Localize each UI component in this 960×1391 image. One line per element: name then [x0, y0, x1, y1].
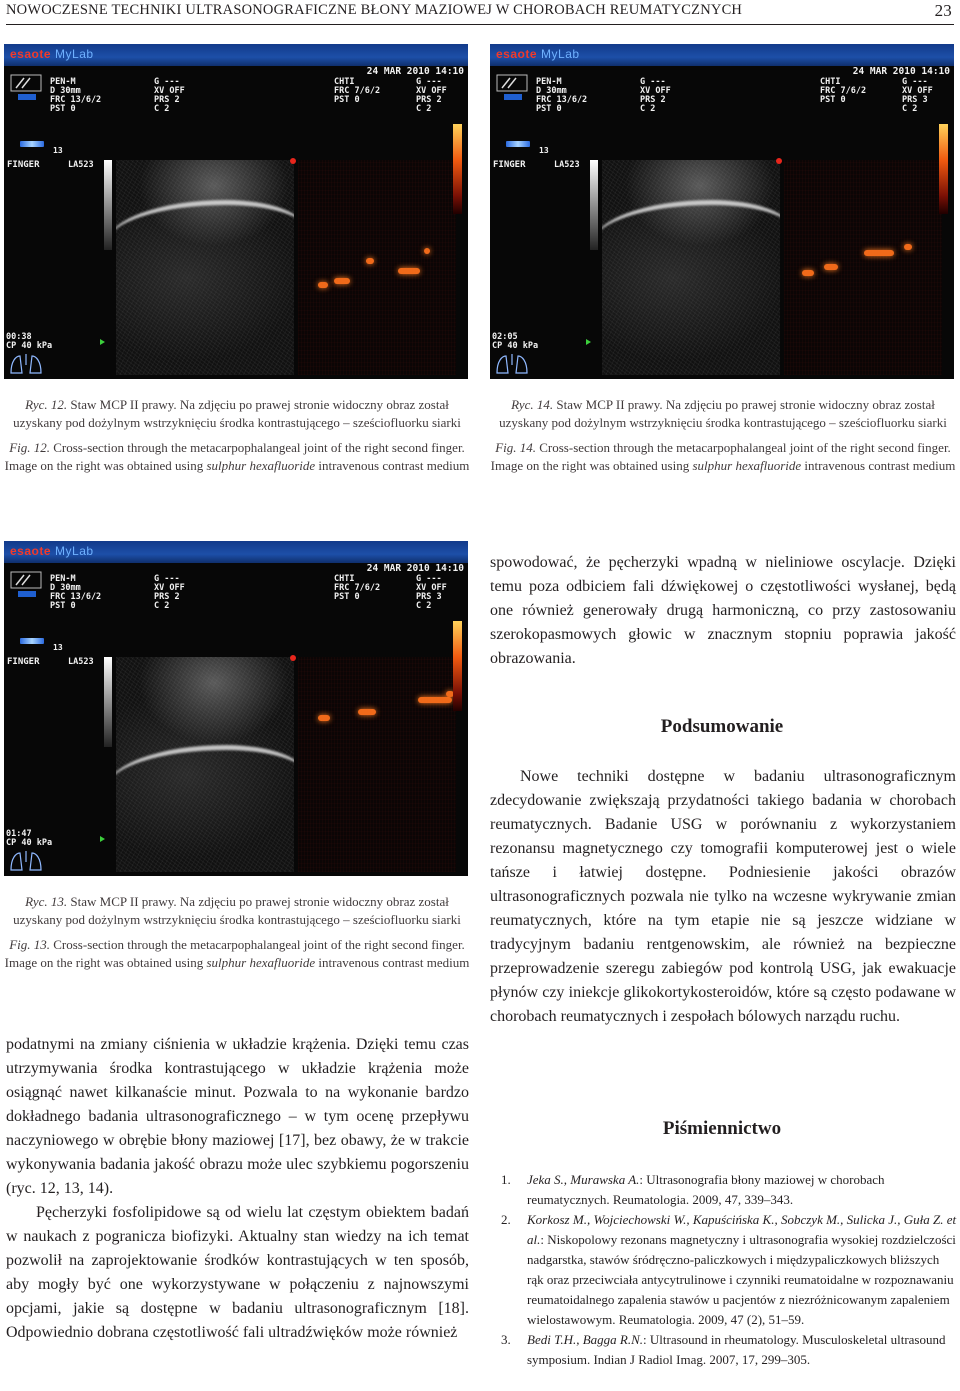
caption-fig14 [488, 396, 958, 475]
params-left: PEN-M D 30mm FRC 13/6/2 PST 0 [50, 574, 102, 611]
params-right: CHTI FRC 7/6/2 PST 0 [820, 77, 867, 105]
params-left: PEN-M D 30mm FRC 13/6/2 PST 0 [50, 77, 102, 114]
ultrasound-image-fig14 [490, 44, 954, 379]
tools-icon [10, 571, 42, 599]
b-mode-image [116, 657, 294, 872]
left-column-text [6, 1033, 469, 1345]
caption-fig12 [2, 396, 472, 475]
reference-item: 3. Bedi T.H., Bagga R.N.: Ultrasound in rheumatology. Musculoskeletal ultrasound symposium. Indian J Radiol Imag. 2007, 17, 299–305. [501, 1332, 946, 1367]
running-title: NOWOCZESNE TECHNIKI ULTRASONOGRAFICZNE BŁONY MAZIOWEJ W CHOROBACH REUMATYCZNYCH [6, 2, 743, 18]
grayscale-bar [590, 160, 598, 250]
reference-authors: Jeka S., Murawska A. [527, 1172, 640, 1187]
caption-pl: Ryc. 13. Staw MCP II prawy. Na zdjęciu po prawej stronie widoczny obraz został uzyskany pod dożylnym wstrzyknięciu środka kontrastującego – sześciofluorku siarki [13, 894, 461, 927]
reference-list [497, 1170, 957, 1370]
focus-marker-icon [290, 158, 296, 164]
scan-datetime: 24 MAR 2010 14:10 [852, 66, 950, 77]
tools-icon [496, 74, 528, 102]
contrast-noise [298, 657, 456, 872]
scanner-title-bar [4, 541, 468, 563]
product: MyLab [541, 47, 580, 61]
contrast-signal [334, 278, 350, 284]
probe-label: LA523 [68, 657, 94, 667]
contrast-timer: 00:38 CP 40 kPa [6, 332, 53, 351]
section-heading-summary: Podsumowanie [660, 716, 784, 737]
focus-marker-icon [290, 655, 296, 661]
reference-item: 2. Korkosz M., Wojciechowski W., Kapuścińska K., Sobczyk M., Sulicka J., Guła Z. et al.: Niskopolowy rezonans magnetyczny i ultrasonografia wysokiej rozdzielczości nadgarstka, stawów śródręczno-paliczkowych i międzypaliczkowych bliższych rąk oraz przeciwciała antycytrulinowe i czynniki reumatoidalne w rozpoznawaniu reumatoidalnego zapalenia stawów u pacjentów z niezróżnicowanym zapaleniem wielostawowym. Reumatologia. 2009, 47 (2), 51–59. [501, 1212, 957, 1327]
probe-icon [506, 141, 530, 147]
section-heading-references: Piśmiennictwo [662, 1118, 782, 1139]
running-header [6, 2, 954, 22]
caption-en: Fig. 14. Cross-section through the metacarpophalangeal joint of the right second finger. Image on the right was obtained using sulphur hexafluoride intravenous contrast medium [490, 440, 956, 473]
tools-icon [10, 74, 42, 102]
preset-label: FINGER [493, 160, 526, 170]
summary-text [490, 765, 956, 1029]
preset-label: FINGER [7, 160, 40, 170]
scanner-logo [496, 47, 580, 61]
params-mid-right: G --- XV OFF PRS 3 C 2 [902, 77, 933, 114]
caption-fig13 [2, 893, 472, 972]
scan-datetime: 24 MAR 2010 14:10 [366, 66, 464, 77]
contrast-timer: 01:47 CP 40 kPa [6, 829, 53, 848]
depth-label: 13 [539, 146, 549, 155]
contrast-timer: 02:05 CP 40 kPa [492, 332, 539, 351]
contrast-image [298, 657, 456, 872]
reference-item: 1. Jeka S., Murawska A.: Ultrasonografia błony maziowej w chorobach reumatycznych. Reumatologia. 2009, 47, 339–343. [501, 1172, 885, 1207]
scan-datetime: 24 MAR 2010 14:10 [366, 563, 464, 574]
probe-label: LA523 [68, 160, 94, 170]
focus-arrow-icon [100, 836, 105, 842]
contrast-color-bar [939, 124, 948, 214]
contrast-color-bar [453, 124, 462, 214]
scanner-title-bar [490, 44, 954, 66]
paragraph: Nowe techniki dostępne w badaniu ultrasonograficznym zdecydowanie zwiększają przydatności takiego badania w chorobach reumatycznych. Badanie USG w porównaniu z wykorzystaniem rezonansu magnetycznego czy tomografii komputerowej jest o wiele tańsze i łatwiej dostępne. Podniesienie jakości obrazów ultrasonograficznych pozwala nie tylko na wczesne wykrywanie zmian reumatycznych, które na tym etapie nie są jeszcze widziane w tradycyjnym badaniu rentgenowskim, ale również na bezpieczne przeprowadzenie szeregu zabiegów pod kontrolą USG, jak ewakuacje płynów czy iniekcje glikokortykosteroidów, które są często podawane w chorobach reumatycznych i zespołach bólowych narządu ruchu. [490, 768, 956, 1025]
contrast-signal [904, 244, 912, 250]
ultrasound-image-fig13 [4, 541, 468, 876]
b-mode-image [602, 160, 780, 375]
brand: esaote [496, 47, 538, 61]
lungs-icon [8, 353, 44, 375]
contrast-signal [418, 697, 452, 703]
params-mid-right: G --- XV OFF PRS 2 C 2 [416, 77, 447, 114]
caption-en: Fig. 12. Cross-section through the metacarpophalangeal joint of the right second finger. Image on the right was obtained using sulphur hexafluoride intravenous contrast medium [4, 440, 470, 473]
contrast-image [784, 160, 942, 375]
ultrasound-image-fig12 [4, 44, 468, 379]
paragraph: spowodować, że pęcherzyki wpadną w nieliniowe oscylacje. Dzięki temu poza odbiciem fali dźwiękowej o częstotliwości wysłanej, będą one również generowały drugą harmoniczną, co przy zastosowaniu szerokopasmowych głowic w znacznym stopniu poprawia jakość obrazowania. [490, 554, 956, 667]
depth-label: 13 [53, 643, 63, 652]
focus-arrow-icon [100, 339, 105, 345]
params-mid-left: G --- XV OFF PRS 2 C 2 [154, 574, 185, 611]
contrast-signal [864, 250, 894, 256]
right-column-continuation [490, 551, 956, 671]
params-mid-left: G --- XV OFF PRS 2 C 2 [154, 77, 185, 114]
probe-label: LA523 [554, 160, 580, 170]
brand: esaote [10, 47, 52, 61]
params-mid-right: G --- XV OFF PRS 3 C 2 [416, 574, 447, 611]
paragraph: podatnymi na zmiany ciśnienia w układzie krążenia. Dzięki temu czas utrzymywania środka kontrastującego w układzie krążenia może osiągnąć nawet kilkanaście minut. Pozwala to na wykonanie bardzo dokładnego badania ultrasonograficznego – w tym ocenę przepływu naczyniowego w obrębie błony maziowej [17], bez obawy, że w trakcie wykonywania badania jakość obrazu może ulec szybkiemu pogorszeniu (ryc. 12, 13, 14). [6, 1036, 469, 1197]
header-rule [6, 24, 954, 25]
brand: esaote [10, 544, 52, 558]
reference-authors: Bedi T.H., Bagga R.N. [527, 1332, 644, 1347]
b-mode-image [116, 160, 294, 375]
params-right: CHTI FRC 7/6/2 PST 0 [334, 574, 381, 602]
contrast-signal [824, 264, 838, 270]
contrast-signal [358, 709, 376, 715]
page-number: 23 [934, 1, 952, 20]
contrast-color-bar [453, 621, 462, 711]
scanner-logo [10, 47, 94, 61]
contrast-signal [398, 268, 420, 274]
caption-pl: Ryc. 14. Staw MCP II prawy. Na zdjęciu po prawej stronie widoczny obraz został uzyskany pod dożylnym wstrzyknięciu środka kontrastującego – sześciofluorku siarki [499, 397, 947, 430]
depth-label: 13 [53, 146, 63, 155]
reference-authors: Korkosz M., Wojciechowski W., Kapuścińska K., Sobczyk M., Sulicka J., Guła Z. et al. [527, 1212, 957, 1247]
contrast-signal [802, 270, 814, 276]
contrast-image [298, 160, 456, 375]
caption-en: Fig. 13. Cross-section through the metacarpophalangeal joint of the right second finger. Image on the right was obtained using sulphur hexafluoride intravenous contrast medium [4, 937, 470, 970]
contrast-signal [424, 248, 430, 254]
contrast-signal [318, 282, 328, 288]
product: MyLab [55, 47, 94, 61]
contrast-noise [298, 160, 456, 375]
focus-arrow-icon [586, 339, 591, 345]
scanner-logo [10, 544, 94, 558]
product: MyLab [55, 544, 94, 558]
params-left: PEN-M D 30mm FRC 13/6/2 PST 0 [536, 77, 588, 114]
lungs-icon [8, 850, 44, 872]
grayscale-bar [104, 160, 112, 250]
probe-icon [20, 141, 44, 147]
lungs-icon [494, 353, 530, 375]
scanner-title-bar [4, 44, 468, 66]
preset-label: FINGER [7, 657, 40, 667]
probe-icon [20, 638, 44, 644]
contrast-signal [318, 715, 330, 721]
focus-marker-icon [776, 158, 782, 164]
paragraph: Pęcherzyki fosfolipidowe są od wielu lat częstym obiektem badań w naukach z pogranicza biofizyki. Aktualny stan wiedzy na ich temat pozwolił na zaprojektowanie środków kontrastujących w ten sposób, aby mogły być one wykorzystywane w połączeniu z najnowszymi opcjami, jakie są dostępne w badaniu ultrasonograficznym [18]. Odpowiednio dobrana częstotliwość fali ultradźwięków może również [6, 1204, 469, 1341]
contrast-signal [366, 258, 374, 264]
contrast-noise [784, 160, 942, 375]
params-right: CHTI FRC 7/6/2 PST 0 [334, 77, 381, 105]
grayscale-bar [104, 657, 112, 747]
caption-pl: Ryc. 12. Staw MCP II prawy. Na zdjęciu po prawej stronie widoczny obraz został uzyskany pod dożylnym wstrzyknięciu środka kontrastującego – sześciofluorku siarki [13, 397, 461, 430]
params-mid-left: G --- XV OFF PRS 2 C 2 [640, 77, 671, 114]
